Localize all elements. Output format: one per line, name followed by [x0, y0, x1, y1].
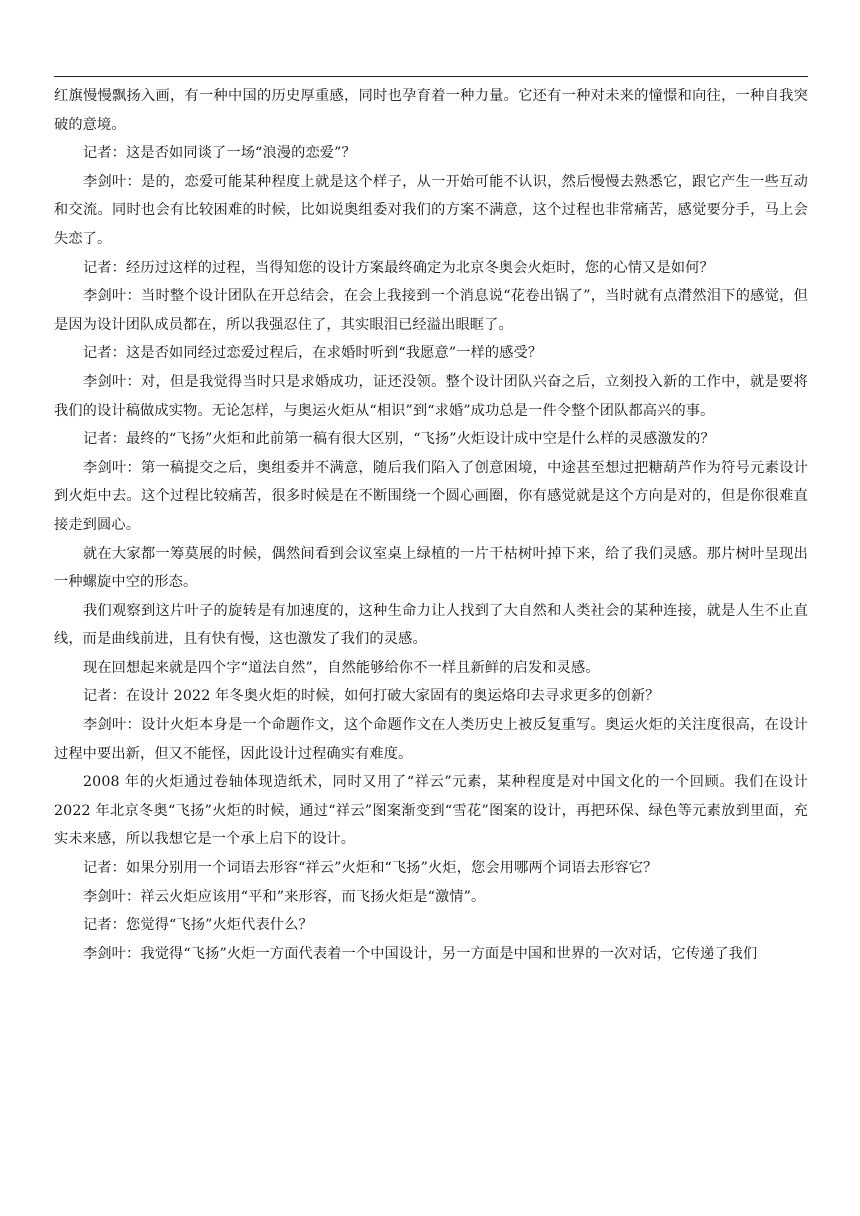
paragraph: 记者：这是否如同谈了一场“浪漫的恋爱”？ — [83, 145, 356, 162]
paragraph: 李剑叶：祥云火炬应该用“平和”来形容，而飞扬火炬是“激情”。 — [83, 888, 486, 905]
paragraph: 就在大家都一筹莫展的时候，偶然间看到会议室桌上绿植的一片干枯树叶掉下来，给了我们灵感。那片树叶呈现出一种螺旋中空的形态。 — [54, 545, 808, 591]
paragraph: 现在回想起来就是四个字“道法自然”，自然能够给你不一样且新鲜的启发和灵感。 — [83, 659, 600, 676]
paragraph: 李剑叶：第一稿提交之后，奥组委并不满意，随后我们陷入了创意困境，中途甚至想过把糖葫芦作为符号元素设计到火炬中去。这个过程比较痛苦，很多时候是在不断围绕一个圆心画圈，你有感觉就是这个方向是对的，但是你很难直接走到圆心。 — [54, 459, 808, 533]
header-rule — [54, 76, 808, 77]
paragraph: 李剑叶：设计火炬本身是一个命题作文，这个命题作文在人类历史上被反复重写。奥运火炬的关注度很高，在设计过程中要出新，但又不能怪，因此设计过程确实有难度。 — [54, 717, 808, 762]
paragraph: 李剑叶：我觉得“飞扬”火炬一方面代表着一个中国设计，另一方面是中国和世界的一次对话，它传递了我们 — [83, 945, 758, 962]
paragraph: 记者：最终的“飞扬”火炬和此前第一稿有很大区别，“飞扬”火炬设计成中空是什么样的灵感激发的？ — [83, 431, 715, 448]
paragraph: 李剑叶：对，但是我觉得当时只是求婚成功，证还没领。整个设计团队兴奋之后，立刻投入新的工作中，就是要将我们的设计稿做成实物。无论怎样，与奥运火炬从“相识”到“求婚”成功总是一件令整个团队都高兴的事。 — [54, 373, 808, 419]
paragraph: 记者：如果分别用一个词语去形容“祥云”火炬和“飞扬”火炬，您会用哪两个词语去形容它？ — [83, 860, 658, 877]
paragraph: 我们观察到这片叶子的旋转是有加速度的，这种生命力让人找到了大自然和人类社会的某种连接，就是人生不止直线，而是曲线前进，且有快有慢，这也激发了我们的灵感。 — [54, 602, 808, 648]
paragraph: 记者：这是否如同经过恋爱过程后，在求婚时听到“我愿意”一样的感受？ — [83, 345, 543, 362]
paragraph: 2008 年的火炬通过卷轴体现造纸术，同时又用了“祥云”元素，某种程度是对中国文化的一个回顾。我们在设计 2022 年北京冬奥“飞扬”火炬的时候，通过“祥云”图案渐变到“雪花”图案的设计，再把环保、绿色等元素放到里面，充实未来感，所以我想它是一个承上启下的设计。 — [54, 774, 808, 848]
paragraph: 李剑叶：当时整个设计团队在开总结会，在会上我接到一个消息说“花卷出锅了”，当时就有点潸然泪下的感觉，但是因为设计团队成员都在，所以我强忍住了，其实眼泪已经溢出眼眶了。 — [54, 288, 808, 333]
paragraph: 李剑叶：是的，恋爱可能某种程度上就是这个样子，从一开始可能不认识，然后慢慢去熟悉它，跟它产生一些互动和交流。同时也会有比较困难的时候，比如说奥组委对我们的方案不满意，这个过程也非常痛苦，感觉要分手，马上会失恋了。 — [54, 173, 808, 247]
paragraph: 记者：您觉得“飞扬”火炬代表什么？ — [83, 917, 313, 934]
article-body — [54, 82, 808, 968]
paragraph: 记者：在设计 2022 年冬奥火炬的时候，如何打破大家固有的奥运烙印去寻求更多的创新？ — [83, 688, 660, 705]
paragraph: 记者：经历过这样的过程，当得知您的设计方案最终确定为北京冬奥会火炬时，您的心情又是如何？ — [83, 259, 714, 276]
paragraph: 红旗慢慢飘扬入画，有一种中国的历史厚重感，同时也孕育着一种力量。它还有一种对未来的憧憬和向往，一种自我突破的意境。 — [54, 88, 808, 133]
